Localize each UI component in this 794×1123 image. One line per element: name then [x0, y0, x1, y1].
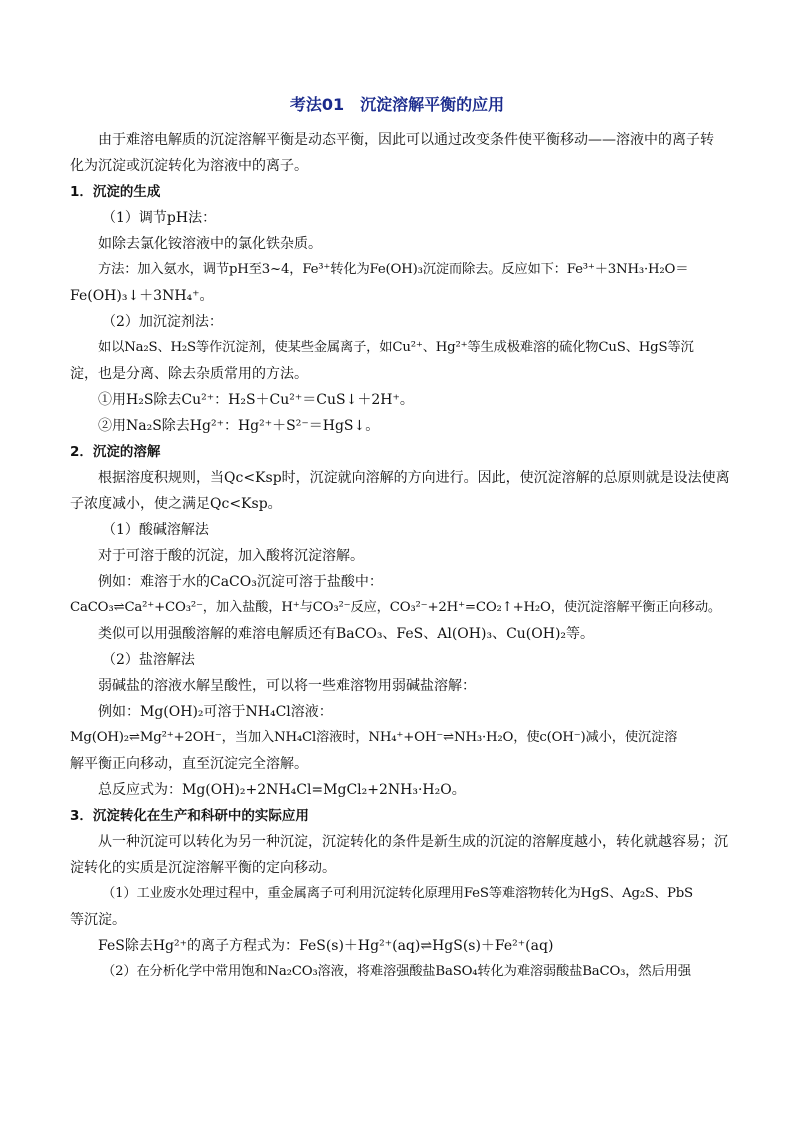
text-line: 根据溶度积规则，当Qc<Ksp时，沉淀就向溶解的方向进行。因此，使沉淀溶解的总原则就是设法使离: [98, 470, 730, 486]
section-heading: 3．沉淀转化在生产和科研中的实际应用: [70, 808, 309, 824]
text-line: 如以Na₂S、H₂S等作沉淀剂，使某些金属离子，如Cu²⁺、Hg²⁺等生成极难溶的硫化物CuS、HgS等沉: [98, 340, 694, 355]
text-line: （2）在分析化学中常用饱和Na₂CO₃溶液，将难溶强酸盐BaSO₄转化为难溶弱酸盐BaCO₃，然后用强: [102, 964, 691, 979]
text-line: 由于难溶电解质的沉淀溶解平衡是动态平衡，因此可以通过改变条件使平衡移动——溶液中的离子转: [98, 132, 714, 148]
text-line: 例如：Mg(OH)₂可溶于NH₄Cl溶液：: [98, 704, 333, 720]
text-line: （2）加沉淀剂法：: [102, 314, 223, 330]
text-line: 子浓度减小，使之满足Qc<Ksp。: [70, 496, 282, 512]
text-line: CaCO₃⇌Ca²⁺+CO₃²⁻，加入盐酸，H⁺与CO₃²⁻反应，CO₃²⁻+2H⁺=CO₂↑+H₂O，使沉淀溶解平衡正向移动。: [70, 600, 722, 615]
text-line: 对于可溶于酸的沉淀，加入酸将沉淀溶解。: [98, 548, 364, 564]
page-title: 考法01 沉淀溶解平衡的应用: [289, 95, 505, 114]
section-heading: 1．沉淀的生成: [70, 184, 161, 200]
text-line: FeS除去Hg²⁺的离子方程式为：FeS(s)＋Hg²⁺(aq)⇌HgS(s)＋Fe²⁺(aq): [98, 938, 554, 954]
text-line: 弱碱盐的溶液水解呈酸性，可以将一些难溶物用弱碱盐溶解：: [98, 678, 476, 694]
text-line: 淀，也是分离、除去杂质常用的方法。: [70, 366, 308, 382]
text-line: ①用H₂S除去Cu²⁺：H₂S＋Cu²⁺＝CuS↓＋2H⁺。: [98, 392, 414, 408]
text-line: 类似可以用强酸溶解的难溶电解质还有BaCO₃、FeS、Al(OH)₃、Cu(OH)₂等。: [98, 626, 595, 642]
text-line: （2）盐溶解法: [102, 652, 195, 668]
text-line: Fe(OH)₃↓＋3NH₄⁺。: [70, 288, 214, 304]
text-line: 解平衡正向移动，直至沉淀完全溶解。: [70, 756, 308, 772]
text-line: ②用Na₂S除去Hg²⁺：Hg²⁺＋S²⁻＝HgS↓。: [98, 418, 380, 434]
text-line: 如除去氯化铵溶液中的氯化铁杂质。: [98, 236, 322, 252]
text-line: 化为沉淀或沉淀转化为溶液中的离子。: [70, 158, 308, 174]
text-line: 从一种沉淀可以转化为另一种沉淀，沉淀转化的条件是新生成的沉淀的溶解度越小，转化就越容易；沉: [98, 834, 728, 850]
text-line: （1）酸碱溶解法: [102, 522, 209, 538]
section-heading: 2．沉淀的溶解: [70, 444, 161, 460]
document-body: [70, 128, 740, 986]
text-line: 等沉淀。: [70, 912, 126, 928]
text-line: 淀转化的实质是沉淀溶解平衡的定向移动。: [70, 860, 336, 876]
text-line: 例如：难溶于水的CaCO₃沉淀可溶于盐酸中：: [98, 574, 383, 590]
text-line: （1）工业废水处理过程中，重金属离子可利用沉淀转化原理用FeS等难溶物转化为HgS、Ag₂S、PbS: [102, 886, 693, 901]
text-line: （1）调节pH法：: [102, 210, 217, 226]
text-line: 总反应式为：Mg(OH)₂+2NH₄Cl=MgCl₂+2NH₃·H₂O。: [98, 782, 466, 798]
text-line: Mg(OH)₂⇌Mg²⁺+2OH⁻，当加入NH₄Cl溶液时，NH₄⁺+OH⁻⇌NH₃·H₂O，使c(OH⁻)减小，使沉淀溶: [70, 730, 678, 745]
text-line: 方法：加入氨水，调节pH至3~4，Fe³⁺转化为Fe(OH)₃沉淀而除去。反应如下：Fe³⁺＋3NH₃·H₂O＝: [98, 262, 689, 277]
